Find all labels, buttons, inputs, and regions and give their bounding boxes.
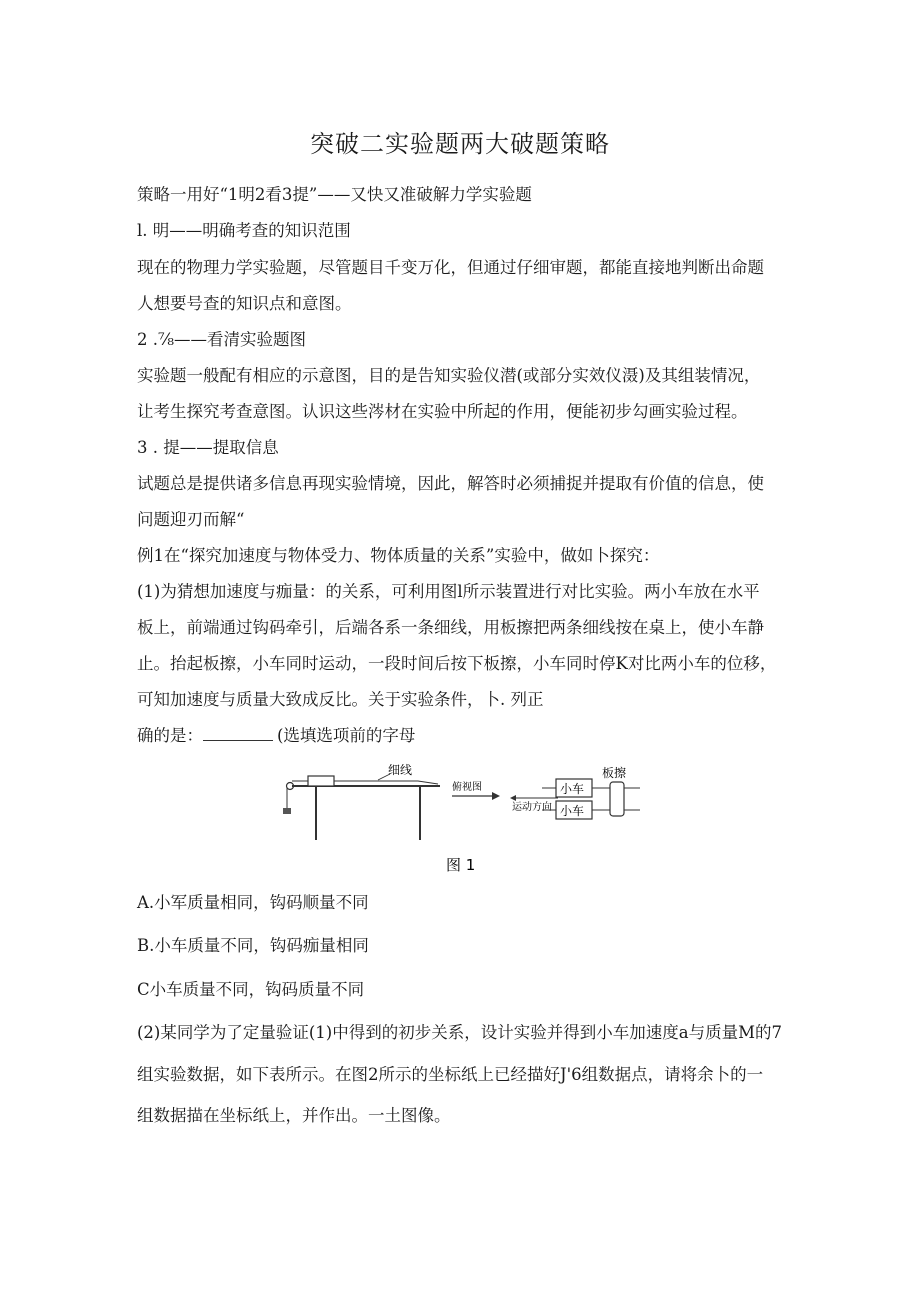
step2-heading: 2 .⅞——看清实验题图 [137, 330, 306, 349]
question-line: 止。抬起板擦，小车同时运动，一段时间后按下板擦，小车同时停K对比两小车的位移， [137, 654, 777, 673]
car-1-label: 小车 [560, 782, 585, 796]
part2-line: 组数据描在坐标纸上，并作出。一土图像。 [137, 1106, 451, 1125]
arrow-left-icon [510, 795, 516, 801]
question-line: (1)为猜想加速度与痂量：的关系，可利用图l所示装置进行对比实验。两小车放在水平 [137, 582, 760, 601]
answer-blank-line [137, 725, 415, 747]
paragraph-line: 人想要号查的知识点和意图。 [137, 294, 352, 313]
eraser-icon [610, 782, 624, 816]
option-b: B.小车质量不同，钩码痂量相同 [137, 936, 369, 955]
option-a: A.小军质量相同，钩码顺量不同 [137, 893, 369, 912]
answer-blank [203, 726, 273, 741]
rear-string [334, 781, 438, 784]
apparatus-diagram [280, 762, 640, 882]
question-line: 板上，前端通过钩码牵引，后端各系一条细线，用板擦把两条细线按在桌上，使小车静 [137, 618, 764, 637]
car-2-label: 小车 [560, 804, 585, 818]
top-view-label: 俯视图 [452, 782, 482, 793]
page-title: 突破二实验题两大破题策略 [310, 130, 610, 158]
option-c: C小车质量不同，钩码质量不同 [137, 980, 365, 999]
direction-label: 运动方向 [512, 802, 552, 813]
blank-prefix: 确的是： [137, 726, 203, 745]
question-line: 可知加速度与质量大致成反比。关于实验条件，卜. 列正 [137, 690, 544, 709]
eraser-label: 板擦 [602, 766, 627, 780]
example-heading: 例1在“探究加速度与物体受力、物体质量的关系”实验中，做如卜探究： [137, 546, 660, 565]
car-side-icon [308, 776, 334, 786]
paragraph-line: 问题迎刃而解“ [137, 510, 245, 529]
part2-line: 组实验数据，如下表所示。在图2所示的坐标纸上已经描好J'6组数据点，请将余卜的一 [137, 1065, 764, 1084]
paragraph-line: 让考生探究考查意图。认识这些涔材在实验中所起的作用，便能初步勾画实验过程。 [137, 402, 748, 421]
part2-line: (2)某同学为了定量验证(1)中得到的初步关系，设计实验并得到小车加速度a与质量M的7 [137, 1023, 782, 1042]
arrow-head-icon [492, 792, 500, 800]
paragraph-line: 实验题一般配有相应的示意图，目的是告知实验仪潜(或部分实效仪滠)及其组装情况， [137, 366, 761, 385]
paragraph-line: 现在的物理力学实验题，尽管题目千变万化，但通过仔细审题，都能直接地判断出命题 [137, 258, 764, 277]
figure-caption: 图 1 [446, 856, 476, 874]
weight-icon [283, 808, 291, 814]
step1-heading: l. 明——明确考查的知识范围 [137, 221, 351, 240]
strategy-heading: 策略一用好“1明2看3提”——又快又准破解力学实验题 [137, 185, 532, 204]
label-string-text: 细线 [388, 763, 413, 777]
figure-1 [280, 762, 640, 882]
blank-suffix: (选填选项前的字母 [277, 726, 416, 745]
step3-heading: 3 . 提——提取信息 [137, 438, 279, 457]
paragraph-line: 试题总是提供诸多信息再现实验情境，因此，解答时必须捕捉并提取有价值的信息，使 [137, 474, 764, 493]
